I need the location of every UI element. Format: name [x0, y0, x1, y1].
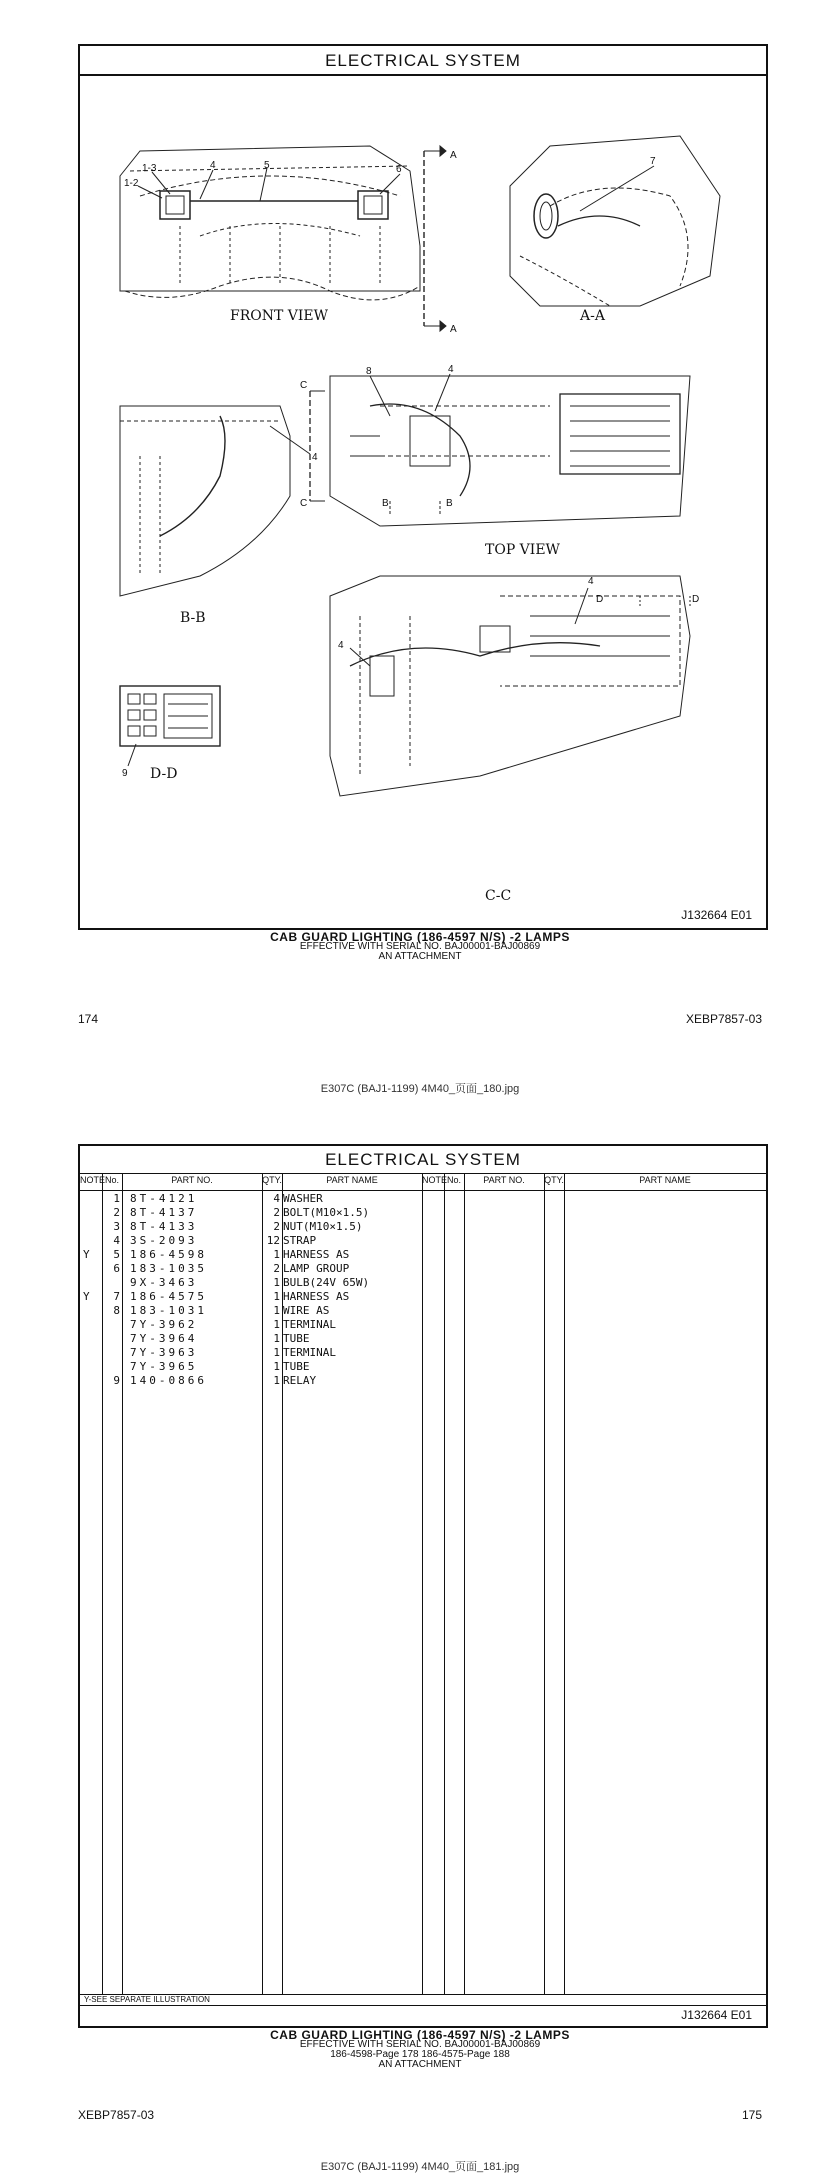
part-item-number: 1: [113, 1192, 120, 1205]
part-number: 186-4575: [130, 1290, 207, 1303]
part-name: TUBE: [283, 1332, 310, 1345]
part-name: STRAP: [283, 1234, 317, 1247]
part-quantity: 1: [273, 1276, 280, 1289]
section-cc-drawing: [330, 576, 690, 796]
caption-serial: EFFECTIVE WITH SERIAL NO. BAJ00001-BAJ00869: [299, 941, 541, 952]
header-part-name-2: PART NAME: [639, 1175, 691, 1185]
page-title: ELECTRICAL SYSTEM: [325, 1150, 521, 1169]
parts-caption: [0, 2030, 840, 2070]
page-number: 175: [741, 2108, 762, 2122]
table-row: [80, 1206, 766, 1220]
parts-list-sheet: [78, 1144, 768, 2028]
table-row: [80, 1318, 766, 1332]
section-cc-label: C-C: [485, 888, 512, 904]
callout-9: 9: [122, 768, 128, 779]
part-name: WIRE AS: [283, 1304, 330, 1317]
callout-7: 7: [650, 156, 656, 167]
table-row: [80, 1332, 766, 1346]
part-number: 140-0866: [130, 1374, 207, 1387]
part-item-number: 7: [113, 1290, 120, 1303]
part-name: TERMINAL: [283, 1346, 336, 1359]
header-part-name: PART NAME: [326, 1175, 378, 1185]
part-name: HARNESS AS: [283, 1248, 350, 1261]
footnote: Y-SEE SEPARATE ILLUSTRATION: [84, 1995, 210, 2004]
part-quantity: 1: [273, 1290, 280, 1303]
table-row: [80, 1192, 766, 1206]
part-number: 183-1031: [130, 1304, 207, 1317]
header-note: NOTE: [80, 1175, 106, 1185]
caption-title: CAB GUARD LIGHTING (186-4597 N/S) -2 LAMPS: [270, 2028, 570, 2042]
part-name: RELAY: [283, 1374, 317, 1387]
callout-5: 5: [264, 160, 270, 171]
parts-table: [80, 1174, 766, 1994]
marker-c-top: C: [300, 380, 308, 391]
part-note: Y: [83, 1290, 90, 1303]
callout-1-2: 1-2: [124, 178, 139, 189]
part-name: BOLT(M10×1.5): [283, 1206, 370, 1219]
marker-a-bottom: A: [450, 324, 457, 335]
table-row: [80, 1234, 766, 1248]
callout-1-3: 1-3: [142, 163, 157, 174]
marker-b-right: B: [446, 498, 453, 509]
section-bb-label: B-B: [180, 610, 206, 626]
header-note-2: NOTE: [422, 1175, 448, 1185]
part-number: 8T-4137: [130, 1206, 198, 1219]
part-name: LAMP GROUP: [283, 1262, 350, 1275]
page-number: 174: [78, 1012, 99, 1026]
part-name: TUBE: [283, 1360, 310, 1373]
marker-a-top: A: [450, 150, 457, 161]
part-item-number: 4: [113, 1234, 120, 1247]
callout-8: 8: [366, 366, 372, 377]
part-quantity: 1: [273, 1332, 280, 1345]
caption-title: CAB GUARD LIGHTING (186-4597 N/S) -2 LAMPS: [270, 930, 570, 944]
part-number: 7Y-3965: [130, 1360, 198, 1373]
marker-d-right: D: [692, 594, 700, 605]
part-quantity: 1: [273, 1346, 280, 1359]
header-qty-2: QTY.: [544, 1175, 564, 1185]
table-row: [80, 1248, 766, 1262]
table-row: [80, 1290, 766, 1304]
exploded-drawing: [80, 76, 766, 932]
document-code: XEBP7857-03: [78, 2108, 155, 2122]
part-quantity: 2: [273, 1262, 280, 1275]
header-qty: QTY.: [262, 1175, 282, 1185]
part-item-number: 3: [113, 1220, 120, 1233]
section-dd-label: D-D: [150, 766, 178, 782]
callout-4-cc-left: 4: [338, 640, 344, 651]
part-number: 9X-3463: [130, 1276, 198, 1289]
part-item-number: 2: [113, 1206, 120, 1219]
part-number: 186-4598: [130, 1248, 207, 1261]
part-name: HARNESS AS: [283, 1290, 350, 1303]
table-row: [80, 1304, 766, 1318]
part-number: 8T-4133: [130, 1220, 198, 1233]
caption-serial: EFFECTIVE WITH SERIAL NO. BAJ00001-BAJ00869: [299, 2039, 541, 2050]
part-quantity: 2: [273, 1220, 280, 1233]
part-name: WASHER: [283, 1192, 323, 1205]
header-no: No.: [104, 1175, 119, 1185]
image-filename: E307C (BAJ1-1199) 4M40_页面_181.jpg: [320, 2161, 520, 2173]
top-view-label: TOP VIEW: [485, 542, 560, 558]
part-item-number: 5: [113, 1248, 120, 1261]
part-number: 7Y-3963: [130, 1346, 198, 1359]
part-name: BULB(24V 65W): [283, 1276, 370, 1289]
part-quantity: 4: [273, 1192, 280, 1205]
section-dd-drawing: [120, 686, 220, 766]
caption-attachment: AN ATTACHMENT: [378, 951, 462, 962]
header-part-no: PART NO.: [171, 1175, 213, 1185]
header-part-no-2: PART NO.: [483, 1175, 525, 1185]
part-quantity: 12: [266, 1234, 280, 1247]
callout-6: 6: [396, 164, 402, 175]
marker-d-left: D: [596, 594, 604, 605]
part-quantity: 2: [273, 1206, 280, 1219]
section-aa-label: A-A: [580, 308, 605, 324]
table-row: [80, 1374, 766, 1388]
part-quantity: 1: [273, 1374, 280, 1387]
callout-4-bb: 4: [312, 452, 318, 463]
part-number: 183-1035: [130, 1262, 207, 1275]
table-row: [80, 1360, 766, 1374]
part-number: 8T-4121: [130, 1192, 198, 1205]
table-row: [80, 1220, 766, 1234]
marker-c-bottom: C: [300, 498, 308, 509]
part-number: 7Y-3964: [130, 1332, 198, 1345]
table-row: [80, 1346, 766, 1360]
part-quantity: 1: [273, 1318, 280, 1331]
caption-page-refs: 186-4598-Page 178 186-4575-Page 188: [330, 2049, 510, 2060]
page-title: ELECTRICAL SYSTEM: [325, 51, 521, 70]
footer-divider: [80, 2005, 766, 2006]
front-view-label: FRONT VIEW: [230, 308, 329, 324]
part-number: 7Y-3962: [130, 1318, 198, 1331]
part-item-number: 8: [113, 1304, 120, 1317]
illustration-caption: [0, 932, 840, 962]
table-row: [80, 1262, 766, 1276]
part-name: TERMINAL: [283, 1318, 336, 1331]
part-quantity: 1: [273, 1304, 280, 1317]
callout-4-cc-right: 4: [588, 576, 594, 587]
part-quantity: 1: [273, 1360, 280, 1373]
parts-rows: [80, 1192, 766, 1388]
part-quantity: 1: [273, 1248, 280, 1261]
document-code: XEBP7857-03: [685, 1012, 762, 1026]
table-row: [80, 1276, 766, 1290]
marker-b-left: B: [382, 498, 389, 509]
section-aa-drawing: [510, 136, 720, 306]
part-number: 3S-2093: [130, 1234, 198, 1247]
part-note: Y: [83, 1248, 90, 1261]
image-filename: E307C (BAJ1-1199) 4M40_页面_180.jpg: [320, 1083, 520, 1095]
illustration-sheet: [78, 44, 768, 930]
top-view-drawing: [310, 374, 690, 526]
part-item-number: 6: [113, 1262, 120, 1275]
caption-attachment: AN ATTACHMENT: [378, 2059, 462, 2070]
callout-4-top: 4: [448, 364, 454, 375]
section-bb-drawing: [120, 406, 310, 596]
table-header: [80, 1174, 766, 1191]
illustration-code: J132664 E01: [681, 2008, 752, 2022]
illustration-code: J132664 E01: [681, 908, 752, 922]
header-no-2: No.: [446, 1175, 461, 1185]
part-name: NUT(M10×1.5): [283, 1220, 363, 1233]
part-item-number: 9: [113, 1374, 120, 1387]
callout-4: 4: [210, 160, 216, 171]
